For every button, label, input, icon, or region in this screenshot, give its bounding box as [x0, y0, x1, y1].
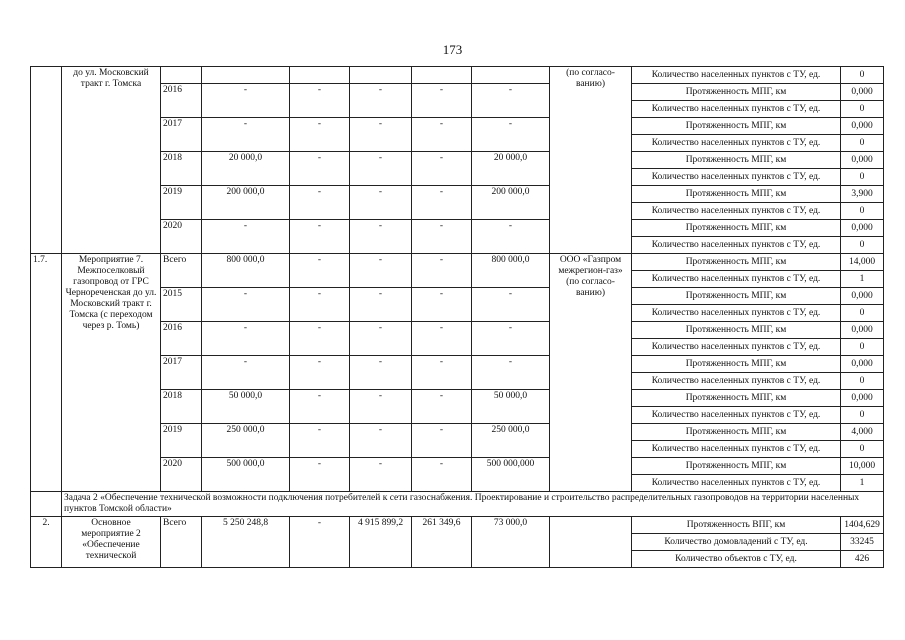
indicator-name-cell: Количество населенных пунктов с ТУ, ед.: [632, 271, 841, 288]
indicator-name-cell: Протяженность МПГ, км: [632, 220, 841, 237]
other-cell: 500 000,000: [472, 458, 550, 492]
indicator-name-cell: Протяженность ВПГ, км: [632, 517, 841, 534]
indicator-name-cell: Протяженность МПГ, км: [632, 356, 841, 373]
activity-name-cell: Мероприятие 7. Межпоселковый газопровод от ГРС Чернореченская до ул. Московский тракт г. Томска (с переходом через р. Томь): [62, 254, 161, 492]
indicator-name-cell: Протяженность МПГ, км: [632, 390, 841, 407]
indicator-name-cell: Количество населенных пунктов с ТУ, ед.: [632, 305, 841, 322]
indicator-name-cell: Количество населенных пунктов с ТУ, ед.: [632, 373, 841, 390]
activity-name-cell: до ул. Московский тракт г. Томска: [62, 67, 161, 254]
empty-cell: [290, 67, 350, 84]
indicator-value-cell: 0: [841, 373, 884, 390]
indicator-name-cell: Протяженность МПГ, км: [632, 118, 841, 135]
empty-cell: [202, 67, 290, 84]
indicator-name-cell: Количество населенных пунктов с ТУ, ед.: [632, 237, 841, 254]
federal-cell: -: [290, 517, 350, 568]
other-cell: 250 000,0: [472, 424, 550, 458]
year-cell: 2020: [161, 220, 202, 254]
year-cell: 2017: [161, 118, 202, 152]
indicator-value-cell: 3,900: [841, 186, 884, 203]
indicator-value-cell: 0: [841, 101, 884, 118]
indicator-name-cell: Количество населенных пунктов с ТУ, ед.: [632, 475, 841, 492]
total-cell: 500 000,0: [202, 458, 290, 492]
federal-cell: -: [290, 220, 350, 254]
indicator-value-cell: 0,000: [841, 356, 884, 373]
indicator-value-cell: 0: [841, 305, 884, 322]
indicator-value-cell: 4,000: [841, 424, 884, 441]
indicator-name-cell: Протяженность МПГ, км: [632, 254, 841, 271]
local-cell: -: [412, 424, 472, 458]
regional-cell: 4 915 899,2: [350, 517, 412, 568]
total-cell: 800 000,0: [202, 254, 290, 288]
regional-cell: -: [350, 220, 412, 254]
indicator-name-cell: Количество населенных пунктов с ТУ, ед.: [632, 441, 841, 458]
indicator-name-cell: Количество объектов с ТУ, ед.: [632, 551, 841, 568]
local-cell: -: [412, 118, 472, 152]
indicator-name-cell: Протяженность МПГ, км: [632, 458, 841, 475]
empty-cell: [412, 67, 472, 84]
other-cell: -: [472, 118, 550, 152]
indicator-value-cell: 0: [841, 203, 884, 220]
indicator-name-cell: Протяженность МПГ, км: [632, 186, 841, 203]
regional-cell: -: [350, 390, 412, 424]
indicator-value-cell: 10,000: [841, 458, 884, 475]
empty-cell: [161, 67, 202, 84]
year-cell: 2020: [161, 458, 202, 492]
year-cell: Всего: [161, 517, 202, 568]
total-cell: -: [202, 118, 290, 152]
indicator-value-cell: 0,000: [841, 84, 884, 101]
indicator-value-cell: 0: [841, 407, 884, 424]
executor-cell: (по согласо-ванию): [550, 67, 632, 254]
indicator-value-cell: 0: [841, 339, 884, 356]
regional-cell: -: [350, 186, 412, 220]
total-cell: 50 000,0: [202, 390, 290, 424]
task-2-heading: Задача 2 «Обеспечение технической возможности подключения потребителей к сети газоснабжения. Проектирование и строительство распределительных газопроводов на территории населенных пунктов Томской области»: [62, 492, 884, 517]
total-cell: -: [202, 288, 290, 322]
regional-cell: -: [350, 356, 412, 390]
other-cell: -: [472, 288, 550, 322]
indicator-name-cell: Протяженность МПГ, км: [632, 288, 841, 305]
federal-cell: -: [290, 84, 350, 118]
federal-cell: -: [290, 288, 350, 322]
federal-cell: -: [290, 356, 350, 390]
local-cell: -: [412, 84, 472, 118]
activity-name-cell: Основное мероприятие 2 «Обеспечение технической: [62, 517, 161, 568]
total-cell: -: [202, 322, 290, 356]
other-cell: 20 000,0: [472, 152, 550, 186]
indicator-name-cell: Протяженность МПГ, км: [632, 152, 841, 169]
indicator-value-cell: 0,000: [841, 118, 884, 135]
year-cell: 2019: [161, 186, 202, 220]
indicator-name-cell: Количество населенных пунктов с ТУ, ед.: [632, 407, 841, 424]
local-cell: -: [412, 356, 472, 390]
indicator-value-cell: 0: [841, 169, 884, 186]
indicator-name-cell: Количество населенных пунктов с ТУ, ед.: [632, 203, 841, 220]
regional-cell: -: [350, 458, 412, 492]
indicator-value-cell: 14,000: [841, 254, 884, 271]
other-cell: -: [472, 322, 550, 356]
other-cell: 800 000,0: [472, 254, 550, 288]
total-cell: -: [202, 220, 290, 254]
year-cell: 2017: [161, 356, 202, 390]
total-cell: 5 250 248,8: [202, 517, 290, 568]
other-cell: 200 000,0: [472, 186, 550, 220]
regional-cell: -: [350, 322, 412, 356]
indicator-value-cell: 1404,629: [841, 517, 884, 534]
total-cell: 20 000,0: [202, 152, 290, 186]
other-cell: -: [472, 84, 550, 118]
indicator-value-cell: 0,000: [841, 390, 884, 407]
local-cell: -: [412, 220, 472, 254]
year-cell: Всего: [161, 254, 202, 288]
row-number-cell: 1.7.: [31, 254, 62, 492]
regional-cell: -: [350, 424, 412, 458]
other-cell: -: [472, 220, 550, 254]
indicator-name-cell: Количество населенных пунктов с ТУ, ед.: [632, 169, 841, 186]
indicator-name-cell: Протяженность МПГ, км: [632, 322, 841, 339]
indicator-value-cell: 1: [841, 271, 884, 288]
federal-cell: -: [290, 390, 350, 424]
year-cell: 2018: [161, 152, 202, 186]
indicator-value-cell: 1: [841, 475, 884, 492]
local-cell: -: [412, 254, 472, 288]
empty-cell: [472, 67, 550, 84]
regional-cell: -: [350, 152, 412, 186]
local-cell: 261 349,6: [412, 517, 472, 568]
indicator-value-cell: 0,000: [841, 220, 884, 237]
indicator-name-cell: Протяженность МПГ, км: [632, 424, 841, 441]
local-cell: -: [412, 390, 472, 424]
year-cell: 2015: [161, 288, 202, 322]
federal-cell: -: [290, 186, 350, 220]
year-cell: 2018: [161, 390, 202, 424]
total-cell: -: [202, 356, 290, 390]
total-cell: 250 000,0: [202, 424, 290, 458]
program-table: [30, 66, 884, 568]
page-number: 173: [442, 42, 463, 57]
total-cell: 200 000,0: [202, 186, 290, 220]
indicator-value-cell: 0,000: [841, 152, 884, 169]
indicator-name-cell: Количество населенных пунктов с ТУ, ед.: [632, 339, 841, 356]
federal-cell: -: [290, 424, 350, 458]
other-cell: 73 000,0: [472, 517, 550, 568]
year-cell: 2019: [161, 424, 202, 458]
local-cell: -: [412, 322, 472, 356]
indicator-value-cell: 0: [841, 441, 884, 458]
total-cell: -: [202, 84, 290, 118]
indicator-value-cell: 0: [841, 135, 884, 152]
federal-cell: -: [290, 322, 350, 356]
federal-cell: -: [290, 152, 350, 186]
empty-cell: [350, 67, 412, 84]
federal-cell: -: [290, 458, 350, 492]
indicator-name-cell: Количество населенных пунктов с ТУ, ед.: [632, 101, 841, 118]
federal-cell: -: [290, 118, 350, 152]
regional-cell: -: [350, 118, 412, 152]
local-cell: -: [412, 152, 472, 186]
regional-cell: -: [350, 254, 412, 288]
indicator-value-cell: 0: [841, 237, 884, 254]
indicator-value-cell: 33245: [841, 534, 884, 551]
executor-cell: [550, 517, 632, 568]
indicator-value-cell: 0,000: [841, 288, 884, 305]
row-number-cell: 2.: [31, 517, 62, 568]
year-cell: 2016: [161, 322, 202, 356]
indicator-name-cell: Количество населенных пунктов с ТУ, ед.: [632, 135, 841, 152]
federal-cell: -: [290, 254, 350, 288]
indicator-name-cell: Количество домовладений с ТУ, ед.: [632, 534, 841, 551]
indicator-value-cell: 426: [841, 551, 884, 568]
other-cell: -: [472, 356, 550, 390]
executor-cell: ООО «Газпром межрегион-газ» (по согласо-ванию): [550, 254, 632, 492]
local-cell: -: [412, 458, 472, 492]
indicator-name-cell: Количество населенных пунктов с ТУ, ед.: [632, 67, 841, 84]
indicator-value-cell: 0: [841, 67, 884, 84]
regional-cell: -: [350, 288, 412, 322]
indicator-value-cell: 0,000: [841, 322, 884, 339]
year-cell: 2016: [161, 84, 202, 118]
local-cell: -: [412, 288, 472, 322]
row-number-cell: [31, 67, 62, 254]
empty-cell: [31, 492, 62, 517]
indicator-name-cell: Протяженность МПГ, км: [632, 84, 841, 101]
local-cell: -: [412, 186, 472, 220]
regional-cell: -: [350, 84, 412, 118]
other-cell: 50 000,0: [472, 390, 550, 424]
